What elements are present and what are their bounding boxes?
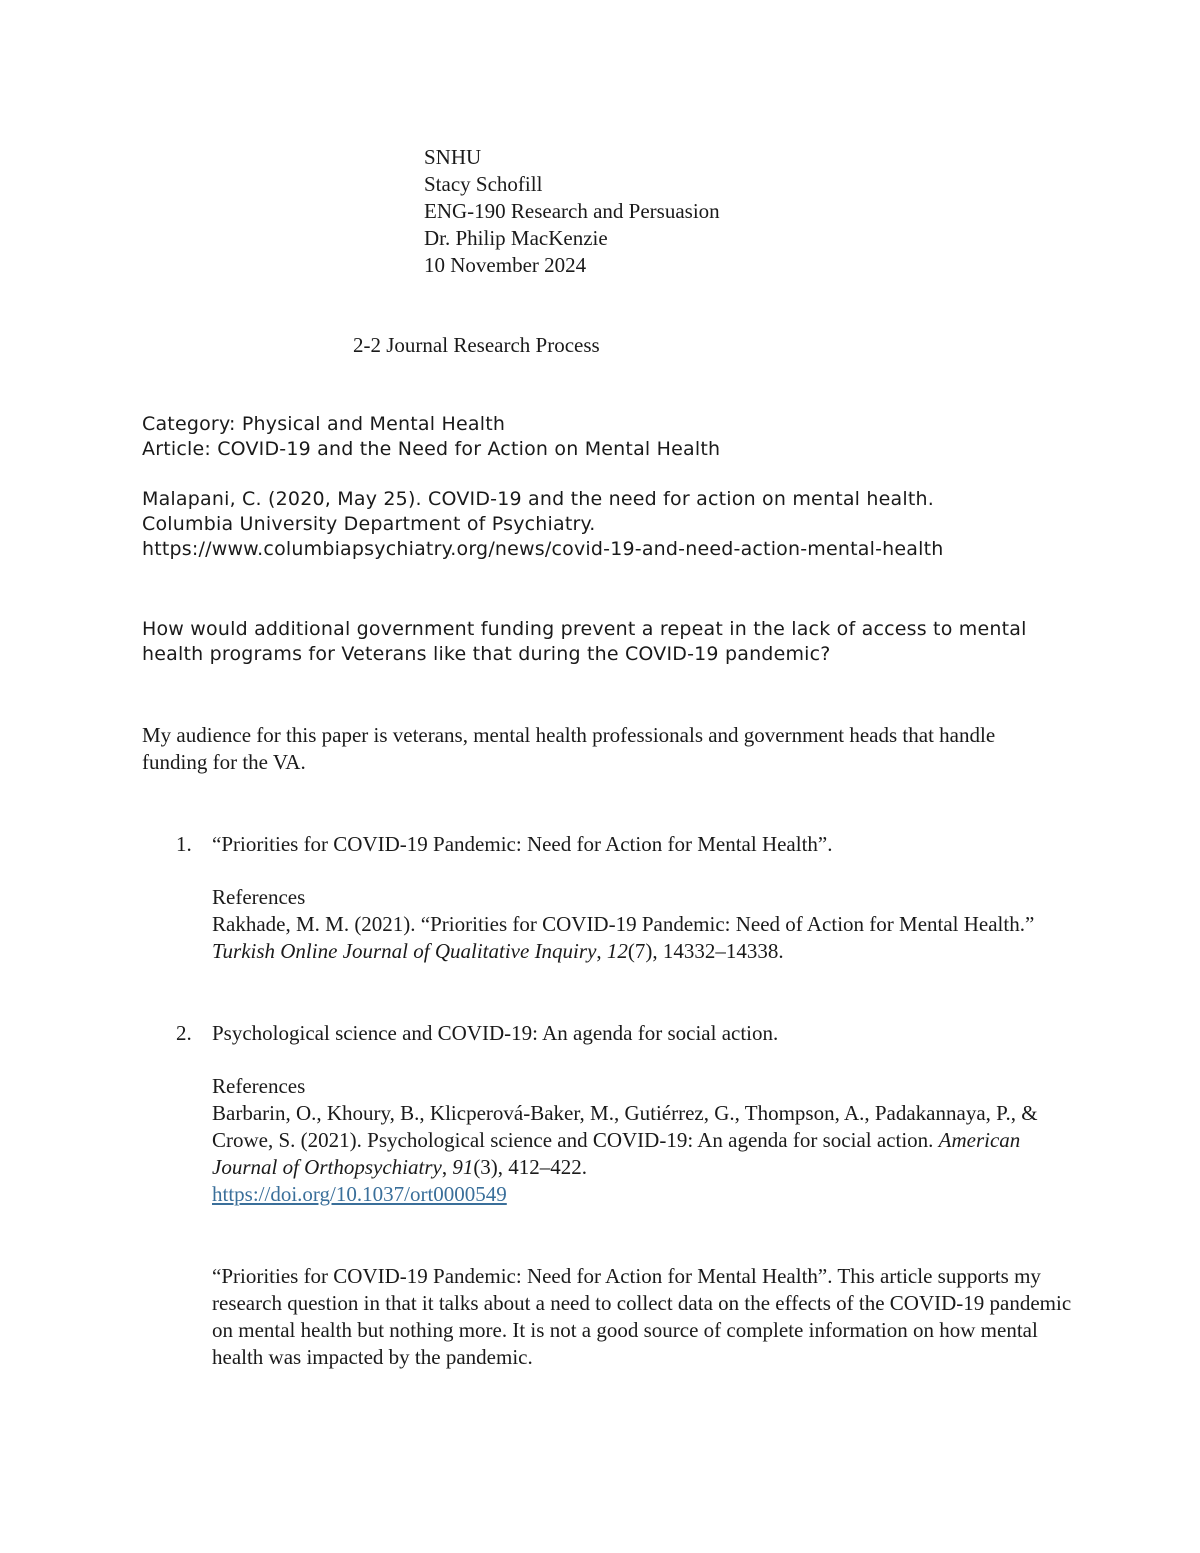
- document-date: 10 November 2024: [424, 253, 587, 277]
- reference-entry: [212, 911, 1072, 965]
- summary-paragraph: “Priorities for COVID-19 Pandemic: Need for Action for Mental Health”. This article supports my research question in that it talks about a need to collect data on the effects of the COVID-19 pandemic on mental health but nothing more. It is not a good source of complete information on how mental health was impacted by the pandemic.: [212, 1264, 1072, 1369]
- references-label: References: [212, 1074, 306, 1098]
- reference-journal: American Journal of Orthopsychiatry: [212, 1128, 1021, 1179]
- article-line: Article: COVID-19 and the Need for Action on Mental Health: [142, 438, 721, 460]
- reference-separator: ,: [441, 1155, 453, 1179]
- school-name: SNHU: [424, 145, 482, 169]
- citation-url: https://www.columbiapsychiatry.org/news/covid-19-and-need-action-mental-health: [142, 538, 944, 560]
- reference-issue-pages: (7), 14332–14338.: [627, 939, 784, 963]
- reference-issue-pages: (3), 412–422.: [473, 1155, 588, 1179]
- references-label: References: [212, 885, 306, 909]
- source-number: 1.: [176, 832, 192, 856]
- reference-text: Barbarin, O., Khoury, B., Klicperová-Baker, M., Gutiérrez, G., Thompson, A., Padakannaya, P., & Crowe, S. (2021). Psychological science and COVID-19: An agenda for social action.: [212, 1101, 1038, 1152]
- document-title: 2-2 Journal Research Process: [353, 333, 600, 357]
- source-2-references: [212, 1073, 1072, 1208]
- source-item-2: [142, 1020, 778, 1047]
- header-block: [424, 144, 720, 279]
- course-name: ENG-190 Research and Persuasion: [424, 199, 720, 223]
- research-question: How would additional government funding prevent a repeat in the lack of access to mental health programs for Veterans like that during the COVID-19 pandemic?: [142, 618, 1027, 665]
- doi-link[interactable]: https://doi.org/10.1037/ort0000549: [212, 1182, 507, 1206]
- citation-line-1: Malapani, C. (2020, May 25). COVID-19 and the need for action on mental health.: [142, 488, 934, 510]
- reference-journal: Turkish Online Journal of Qualitative Inquiry: [212, 939, 597, 963]
- category-line: Category: Physical and Mental Health: [142, 413, 506, 435]
- citation-line-2: Columbia University Department of Psychiatry.: [142, 513, 596, 535]
- source-item-1: [142, 831, 833, 858]
- main-citation: [142, 487, 944, 562]
- source-title: Psychological science and COVID-19: An agenda for social action.: [212, 1021, 779, 1045]
- instructor-name: Dr. Philip MacKenzie: [424, 226, 608, 250]
- source-number: 2.: [176, 1021, 192, 1045]
- reference-volume: 12: [606, 939, 628, 963]
- reference-entry: [212, 1100, 1072, 1208]
- source-title: “Priorities for COVID-19 Pandemic: Need for Action for Mental Health”.: [212, 832, 833, 856]
- audience-statement: My audience for this paper is veterans, mental health professionals and government heads that handle funding for the VA.: [142, 723, 996, 774]
- student-name: Stacy Schofill: [424, 172, 543, 196]
- source-1-references: [212, 884, 1072, 965]
- reference-text: Rakhade, M. M. (2021). “Priorities for COVID-19 Pandemic: Need of Action for Mental Health.”: [212, 912, 1035, 936]
- category-block: [142, 412, 720, 462]
- reference-volume: 91: [452, 1155, 474, 1179]
- reference-separator: ,: [596, 939, 607, 963]
